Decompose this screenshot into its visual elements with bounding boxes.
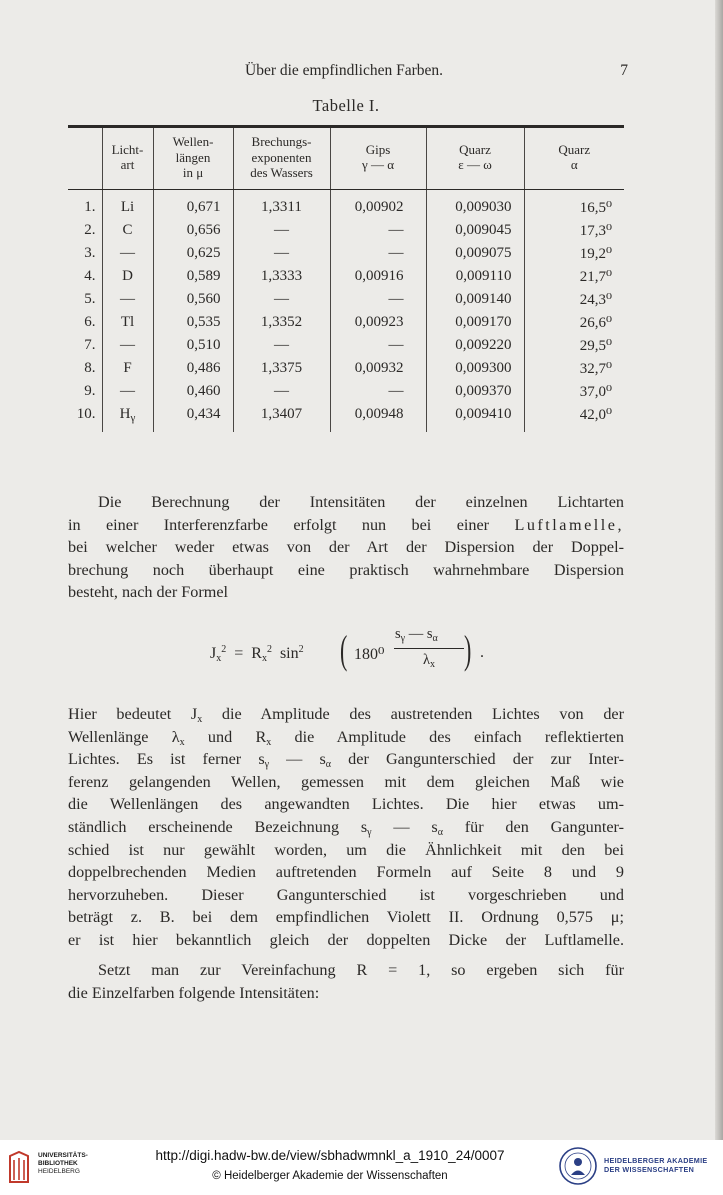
- header-lichtart: Licht- art: [102, 128, 153, 190]
- table-row: 1. Li 0,671 1,3311 0,00902 0,009030 16,5⁰: [68, 189, 624, 219]
- header-index: [68, 128, 102, 190]
- header-quarz-ew: Quarz ε — ω: [426, 128, 524, 190]
- table-row: 8. F 0,486 1,3375 0,00932 0,009300 32,7⁰: [68, 357, 624, 380]
- header-gips: Gips γ — α: [330, 128, 426, 190]
- university-library-logo-icon: [8, 1150, 30, 1184]
- table-title: Tabelle I.: [312, 96, 380, 115]
- paragraph-simplification: Setzt man zur Vereinfachung R = 1, so ergeben sich für die Einzelfarben folgende Intensitäten:: [68, 961, 624, 1002]
- footer-bar: [0, 1140, 723, 1195]
- header-wellenlaengen: Wellen- längen in μ: [153, 128, 233, 190]
- table-row: 3. — 0,625 — — 0,009075 19,2⁰: [68, 242, 624, 265]
- table-row: 6. Tl 0,535 1,3352 0,00923 0,009170 26,6⁰: [68, 311, 624, 334]
- table-row: 2. C 0,656 — — 0,009045 17,3⁰: [68, 219, 624, 242]
- paragraph-explanation: Hier bedeutet $J_x$ die Amplitude des austretenden Lichtes von der Wellenlänge $\lambda_x$ und $R_x$ die Amplitude des einfach reflektierten Lichtes. Es ist ferner $s_\gamma$ — $s_\alpha$ der Gangunterschied der zur Inter- ferenz gelangenden Wellen, gemessen mit dem gleichen Maß wie die Wellenlängen des angewandten Lichtes. Die hier etwas um- ständlich erscheinende Bezeichnung $s_\gamma$ — $s_\alpha$ für den Gangunter- schied ist nur gewählt worden, um die Ähnlichkeit mit den bei doppelbrechenden Medien auftretenden Formeln auf Seite 8 und 9 hervorzuheben. Dieser Gangunterschied ist vorgeschrieben und beträgt z. B. bei dem empfindlichen Violett II. Ordnung 0,575 μ; er ist hier bekanntlich gleich der doppelten Dicke der Luftlamelle.: [68, 705, 624, 949]
- academy-name: HEIDELBERGER AKADEMIE DER WISSENSCHAFTEN: [604, 1156, 708, 1174]
- header-brechungsexponenten: Brechungs- exponenten des Wassers: [233, 128, 330, 190]
- university-library-name: UNIVERSITÄTS- BIBLIOTHEK HEIDELBERG: [38, 1152, 88, 1175]
- running-head: [60, 62, 628, 84]
- page-number: 7: [620, 62, 628, 79]
- academy-seal-icon: [558, 1146, 598, 1186]
- page-gutter-shadow: [715, 0, 723, 1140]
- emphasized-word: Luftlamelle,: [514, 515, 624, 534]
- table-row: 10. $H_\gamma$ 0,434 1,3407 0,00948 0,009410 42,0⁰: [68, 403, 624, 432]
- header-quarz-alpha: Quarz α: [524, 128, 624, 190]
- data-table: [68, 125, 624, 432]
- source-url-link[interactable]: http://digi.hadw-bw.de/view/sbhadwmnkl_a_1910_24/0007: [155, 1148, 505, 1163]
- table-row: 4. D 0,589 1,3333 0,00916 0,009110 21,7⁰: [68, 265, 624, 288]
- table-row: 9. — 0,460 — — 0,009370 37,0⁰: [68, 380, 624, 403]
- running-head-title: Über die empfindlichen Farben.: [245, 62, 443, 79]
- table-row: 5. — 0,560 — — 0,009140 24,3⁰: [68, 288, 624, 311]
- paragraph-intro: Die Berechnung der Intensitäten der einzelnen Lichtarten in einer Interferenzfarbe erfolgt nun bei einer Luftlamelle, bei welcher weder etwas von der Art der Dispersion der Doppel- brechung noch überhaupt eine praktisch wahrnehmbare Dispersion besteht, nach der Formel: [68, 493, 624, 602]
- table-row: 7. — 0,510 — — 0,009220 29,5⁰: [68, 334, 624, 357]
- formula: $J_x^2 = R_x^2$ $\sin^2$ ( 180⁰ $s_\gamma$ — $s_\alpha$ $\lambda_x$ ) .: [210, 626, 484, 672]
- copyright-notice: © Heidelberger Akademie der Wissenschaften: [212, 1170, 448, 1182]
